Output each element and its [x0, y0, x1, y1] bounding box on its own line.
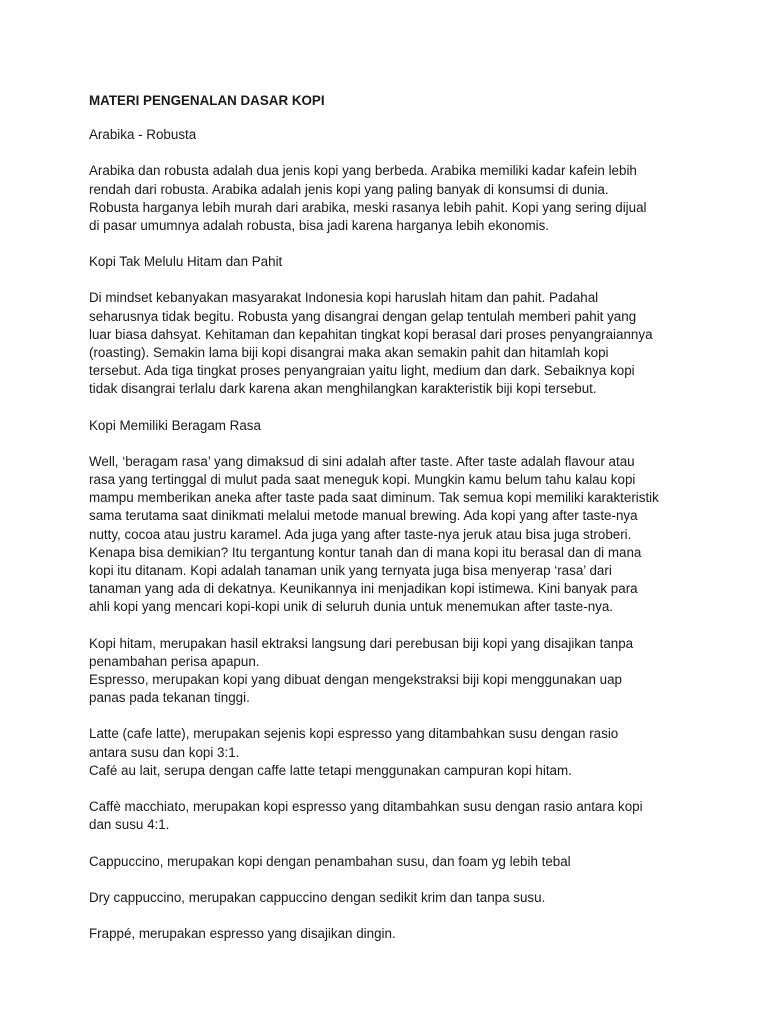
paragraph-line: tanaman yang ada di dekatnya. Keunikannya ini menjadikan kopi istimewa. Kini banyak para: [89, 581, 638, 597]
paragraph-line: Arabika dan robusta adalah dua jenis kopi yang berbeda. Arabika memiliki kadar kafein lebih: [89, 163, 637, 179]
document-page: [89, 92, 689, 961]
paragraph-line: Robusta harganya lebih murah dari arabika, meski rasanya lebih pahit. Kopi yang sering dijual: [89, 199, 647, 215]
section-heading: Arabika - Robusta: [89, 127, 197, 143]
paragraph-line: Dry cappuccino, merupakan cappuccino dengan sedikit krim dan tanpa susu.: [89, 889, 546, 905]
paragraph-line: Caffè macchiato, merupakan kopi espresso yang ditambahkan susu dengan rasio antara kopi: [89, 799, 643, 815]
paragraph-line: Latte (cafe latte), merupakan sejenis kopi espresso yang ditambahkan susu dengan rasio: [89, 726, 619, 742]
document-title: MATERI PENGENALAN DASAR KOPI: [89, 93, 325, 108]
paragraph-line: Di mindset kebanyakan masyarakat Indonesia kopi haruslah hitam dan pahit. Padahal: [89, 290, 599, 306]
paragraph-line: Espresso, merupakan kopi yang dibuat dengan mengekstraksi biji kopi menggunakan uap: [89, 672, 622, 688]
section-heading: Kopi Tak Melulu Hitam dan Pahit: [89, 254, 283, 270]
coffee-type-paragraph: [89, 798, 689, 834]
paragraph-line: Well, ‘beragam rasa’ yang dimaksud di sini adalah after taste. After taste adalah flavour atau: [89, 453, 635, 469]
paragraph-line: rendah dari robusta. Arabika adalah jenis kopi yang paling banyak di konsumsi di dunia.: [89, 181, 609, 197]
paragraph-line: luar biasa dahsyat. Kehitaman dan kepahitan tingkat kopi berasal dari proses penyangraiannya: [89, 326, 653, 342]
paragraph-line: Cappuccino, merupakan kopi dengan penambahan susu, dan foam yg lebih tebal: [89, 853, 571, 869]
paragraph-line: (roasting). Semakin lama biji kopi disangrai maka akan semakin pahit dan hitamlah kopi: [89, 345, 609, 361]
coffee-type-paragraph: [89, 889, 689, 907]
paragraph-line: tersebut. Ada tiga tingkat proses penyangraian yaitu light, medium dan dark. Sebaiknya kopi: [89, 363, 635, 379]
coffee-type-paragraph: [89, 725, 689, 780]
paragraph-line: Frappé, merupakan espresso yang disajikan dingin.: [89, 925, 396, 941]
coffee-type-paragraph: [89, 635, 689, 708]
paragraph-line: mampu memberikan aneka after taste pada saat diminum. Tak semua kopi memiliki karakteristik: [89, 490, 659, 506]
paragraph-line: rasa yang tertinggal di mulut pada saat meneguk kopi. Mungkin kamu belum tahu kalau kopi: [89, 472, 636, 488]
coffee-type-paragraph: [89, 853, 689, 871]
paragraph-line: ahli kopi yang mencari kopi-kopi unik di seluruh dunia untuk menemukan after taste-nya.: [89, 599, 614, 615]
paragraph-line: Kenapa bisa demikian? Itu tergantung kontur tanah dan di mana kopi itu berasal dan di mana: [89, 544, 642, 560]
paragraph-line: Café au lait, serupa dengan caffe latte tetapi menggunakan campuran kopi hitam.: [89, 762, 572, 778]
section-paragraph: [89, 289, 689, 398]
paragraph-line: tidak disangrai terlalu dark karena akan menghilangkan karakteristik biji kopi tersebut.: [89, 381, 597, 397]
section-heading: Kopi Memiliki Beragam Rasa: [89, 417, 261, 433]
coffee-type-paragraph: [89, 925, 689, 943]
paragraph-line: nutty, cocoa atau justru karamel. Ada juga yang after taste-nya jeruk atau bisa juga stroberi.: [89, 526, 632, 542]
paragraph-line: penambahan perisa apapun.: [89, 653, 260, 669]
paragraph-line: panas pada tekanan tinggi.: [89, 690, 250, 706]
paragraph-line: Kopi hitam, merupakan hasil ektraksi langsung dari perebusan biji kopi yang disajikan tanpa: [89, 635, 634, 651]
paragraph-line: seharusnya tidak begitu. Robusta yang disangrai dengan gelap tentulah memberi pahit yang: [89, 308, 637, 324]
paragraph-line: sama terutama saat dinikmati melalui metode manual brewing. Ada kopi yang after taste-nya: [89, 508, 638, 524]
section-paragraph: [89, 162, 689, 235]
paragraph-line: antara susu dan kopi 3:1.: [89, 744, 240, 760]
paragraph-line: dan susu 4:1.: [89, 817, 170, 833]
paragraph-line: kopi itu ditanam. Kopi adalah tanaman unik yang ternyata juga bisa menyerap ‘rasa’ dari: [89, 563, 612, 579]
paragraph-line: di pasar umumnya adalah robusta, bisa jadi karena harganya lebih ekonomis.: [89, 218, 550, 234]
section-paragraph: [89, 453, 689, 617]
